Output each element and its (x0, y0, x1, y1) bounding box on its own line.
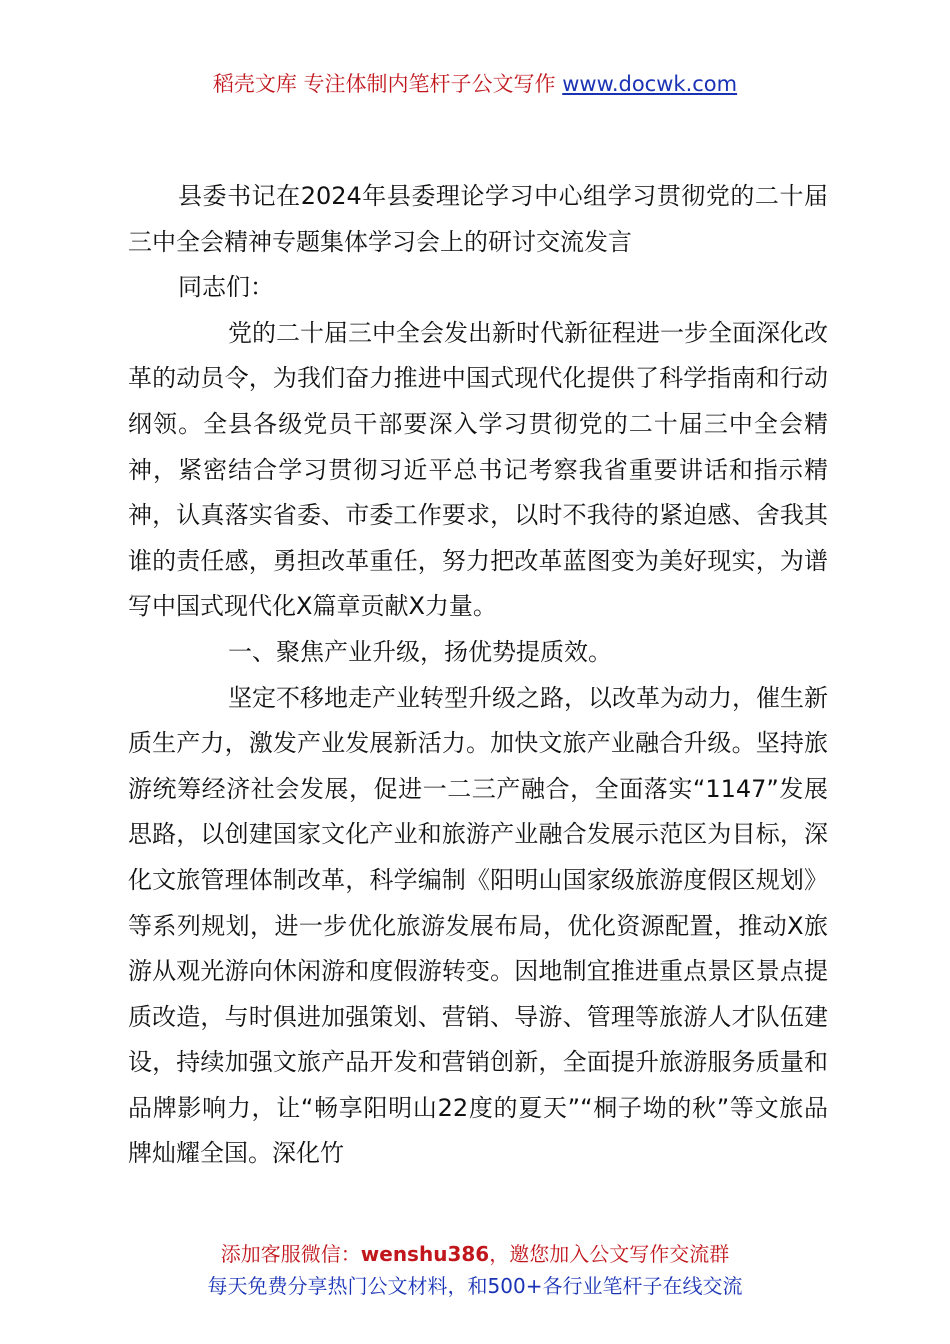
footer-contact-line (0, 1238, 950, 1270)
section-heading-1: 一、聚焦产业升级，扬优势提质效。 (228, 637, 612, 666)
document-title: 县委书记在2024年县委理论学习中心组学习贯彻党的二十届三中全会精神专题集体学习会上的研讨交流发言 (128, 182, 828, 256)
footer-contact-prefix: 添加客服微信： (220, 1242, 361, 1266)
header-url-link[interactable]: www.docwk.com (562, 72, 738, 96)
document-greeting: 同志们： (178, 273, 274, 302)
paragraph-intro: 党的二十届三中全会发出新时代新征程进一步全面深化改革的动员令，为我们奋力推进中国式现代化提供了科学指南和行动纲领。全县各级党员干部要深入学习贯彻党的二十届三中全会精神，紧密结合学习贯彻习近平总书记考察我省重要讲话和指示精神，认真落实省委、市委工作要求，以时不我待的紧迫感、舍我其谁的责任感，勇担改革重任，努力把改革蓝图变为美好现实，为谱写中国式现代化X篇章贡献X力量。 (128, 318, 828, 621)
header-brand: 稻壳文库 专注体制内笔杆子公文写作 (212, 72, 563, 96)
paragraph-section-1: 坚定不移地走产业转型升级之路，以改革为动力，催生新质生产力，激发产业发展新活力。加快文旅产业融合升级。坚持旅游统筹经济社会发展，促进一二三产融合，全面落实“1147”发展思路，以创建国家文化产业和旅游产业融合发展示范区为目标，深化文旅管理体制改革，科学编制《阳明山国家级旅游度假区规划》等系列规划，进一步优化旅游发展布局，优化资源配置，推动X旅游从观光游向休闲游和度假游转变。因地制宜推进重点景区景点提质改造，与时俱进加强策划、营销、导游、管理等旅游人才队伍建设，持续加强文旅产品开发和营销创新，全面提升旅游服务质量和品牌影响力，让“畅享阳明山22度的夏天”“桐子坳的秋”等文旅品牌灿耀全国。深化竹 (128, 683, 828, 1168)
page-footer (0, 1238, 950, 1302)
footer-promo-line: 每天免费分享热门公文材料，和500+各行业笔杆子在线交流 (207, 1274, 743, 1298)
footer-contact-suffix: ，邀您加入公文写作交流群 (489, 1242, 730, 1266)
page-header (0, 68, 950, 100)
document-body (128, 174, 828, 1177)
footer-wechat-id: wenshu386 (360, 1242, 490, 1266)
